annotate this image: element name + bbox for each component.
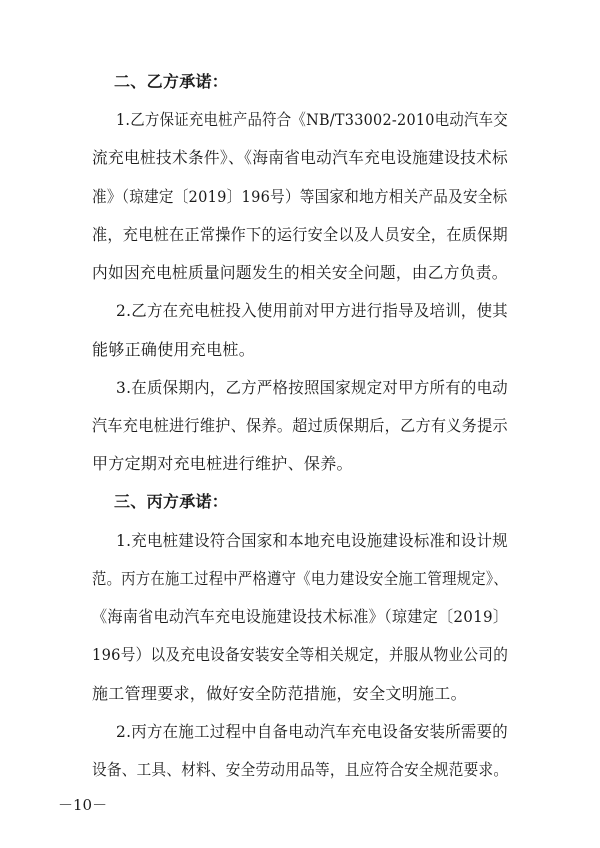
paragraph-line: 2.丙方在施工过程中自备电动汽车充电设备安装所需要的 [116, 722, 509, 741]
paragraph-line: 范。丙方在施工过程中严格遵守《电力建设安全施工管理规定》、 [92, 569, 508, 588]
paragraph-line: 能够正确使用充电桩。 [92, 340, 256, 359]
paragraph-line: 汽车充电桩进行维护、保养。超过质保期后，乙方有义务提示 [92, 416, 508, 435]
paragraph-line: 内如因充电桩质量问题发生的相关安全问题，由乙方负责。 [92, 263, 508, 282]
paragraph-line: 甲方定期对充电桩进行维护、保养。 [92, 454, 353, 473]
paragraph-line: 2.乙方在充电桩投入使用前对甲方进行指导及培训，使其 [116, 301, 509, 320]
section-heading-party-b: 二、乙方承诺： [114, 72, 229, 91]
section-heading-party-c: 三、丙方承诺： [114, 492, 229, 511]
paragraph-line: 196号）以及充电设备安装安全等相关规定，并服从物业公司的 [92, 645, 509, 664]
paragraph-line: 准，充电桩在正常操作下的运行安全以及人员安全，在质保期 [92, 225, 508, 244]
paragraph-line: 1.乙方保证充电桩产品符合《NB/T33002-2010电动汽车交 [116, 110, 508, 129]
paragraph-line: 1.充电桩建设符合国家和本地充电设施建设标准和设计规 [116, 531, 509, 550]
page-number: －10－ [58, 796, 108, 814]
paragraph-line: 3.在质保期内，乙方严格按照国家规定对甲方所有的电动 [116, 378, 509, 397]
paragraph-line: 施工管理要求，做好安全防范措施，安全文明施工。 [92, 684, 467, 703]
paragraph-line: 设备、工具、材料、安全劳动用品等，且应符合安全规范要求。 [92, 760, 509, 779]
paragraph-line: 流充电桩技术条件》、《海南省电动汽车充电设施建设技术标 [92, 148, 509, 167]
paragraph-line: 准》（琼建定〔2019〕196号）等国家和地方相关产品及安全标 [92, 187, 508, 206]
paragraph-line: 《海南省电动汽车充电设施建设技术标准》（琼建定〔2019〕 [92, 607, 509, 626]
